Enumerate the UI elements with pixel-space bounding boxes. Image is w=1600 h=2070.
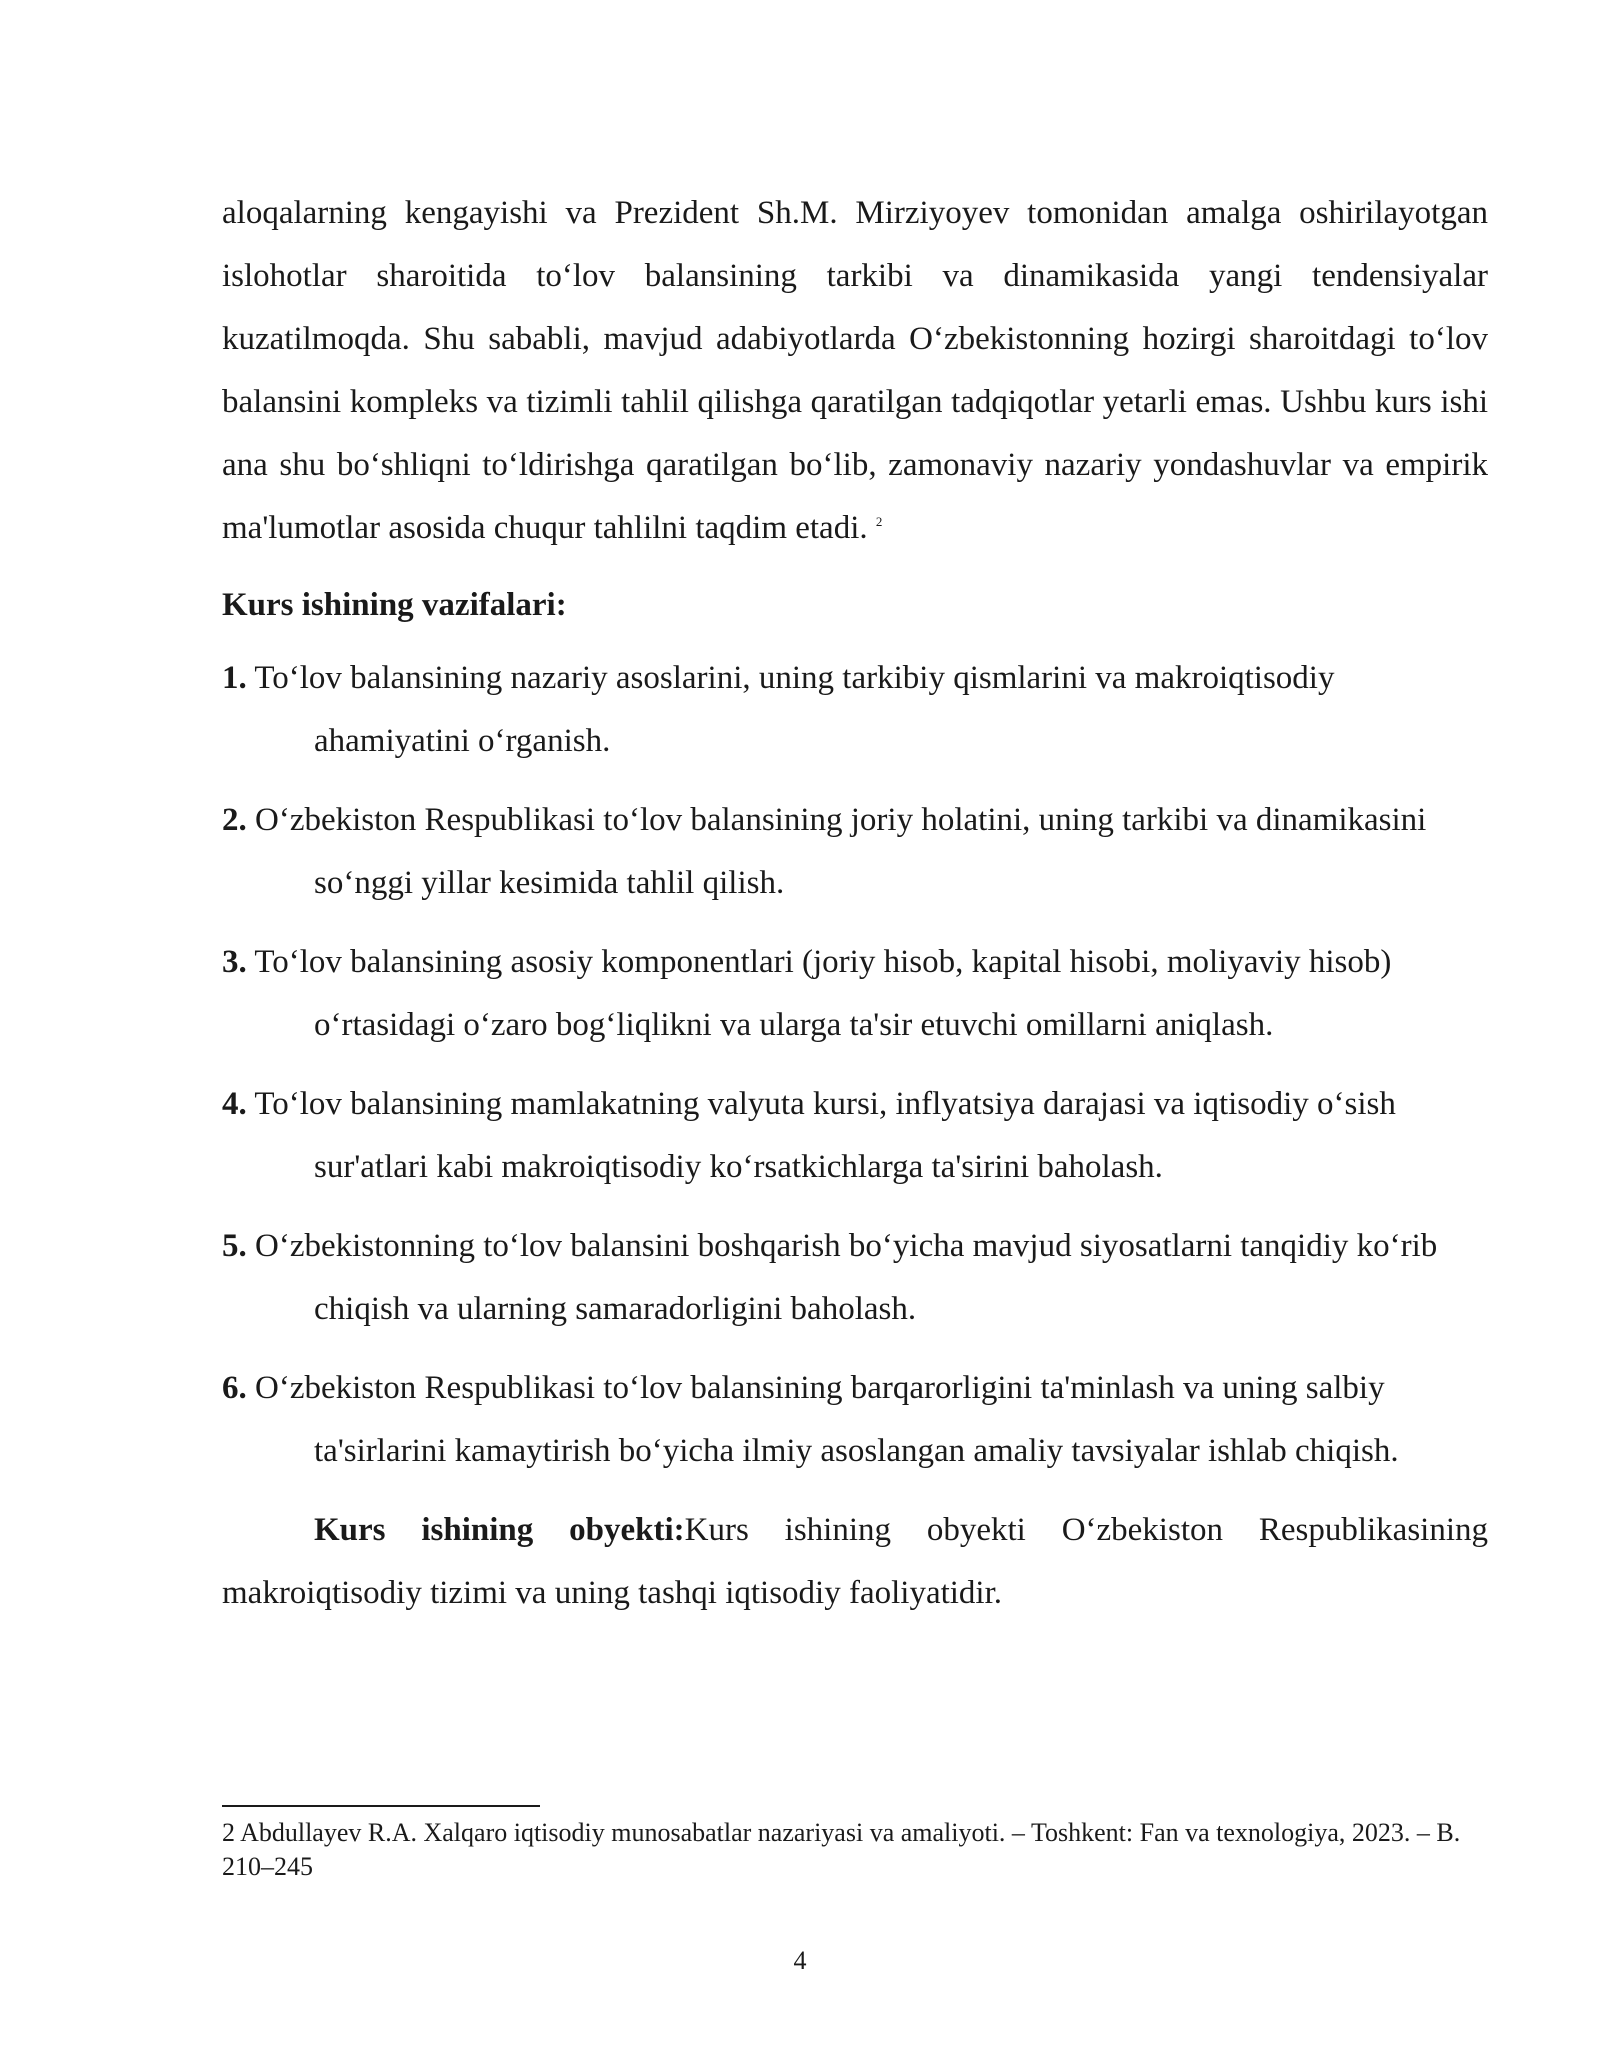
task-text: To‘lov balansining asosiy komponentlari (joriy hisob, kapital hisobi, moliyaviy hisob) o‘rtasidagi o‘zaro bog‘liqlikni va ularga ta'sir etuvchi omillarni aniqlash.: [254, 944, 1392, 1043]
tasks-list: [222, 647, 1488, 1483]
task-number: 6.: [222, 1370, 247, 1406]
footnote-separator: [222, 1805, 540, 1807]
task-item-4: [222, 1073, 1488, 1199]
task-item-3: [222, 931, 1488, 1057]
intro-text: aloqalarning kengayishi va Prezident Sh.M. Mirziyoyev tomonidan amalga oshirilayotgan islohotlar sharoitida to‘lov balansining tarkibi va dinamikasida yangi tendensiyalar kuzatilmoqda. Shu sababli, mavjud adabiyotlarda O‘zbekistonning hozirgi sharoitdagi to‘lov balansini kompleks va tizimli tahlil qilishga qaratilgan tadqiqotlar yetarli emas. Ushbu kurs ishi ana shu bo‘shliqni to‘ldirishga qaratilgan bo‘lib, zamonaviy nazariy yondashuvlar va empirik ma'lumotlar asosida chuqur tahlilni taqdim etadi.: [222, 195, 1488, 546]
object-text: Kurs ishining obyekti O‘zbekiston Respublikasining makroiqtisodiy tizimi va uning tashqi iqtisodiy faoliyatidir.: [222, 1512, 1489, 1611]
task-text: O‘zbekiston Respublikasi to‘lov balansining barqarorligini ta'minlash va uning salbiy ta'sirlarini kamaytirish bo‘yicha ilmiy asoslangan amaliy tavsiyalar ishlab chiqish.: [255, 1370, 1399, 1469]
task-number: 2.: [222, 802, 247, 838]
page-number: 4: [793, 1946, 807, 1975]
task-text: To‘lov balansining nazariy asoslarini, uning tarkibiy qismlarini va makroiqtisodiy ahamiyatini o‘rganish.: [254, 660, 1335, 759]
object-paragraph: [222, 1499, 1488, 1625]
footnote: 2 Abdullayev R.A. Xalqaro iqtisodiy munosabatlar nazariyasi va amaliyoti. – Toshkent: Fan va texnologiya, 2023. – B. 210–245: [222, 1818, 1461, 1881]
task-number: 5.: [222, 1228, 247, 1264]
task-item-6: [222, 1357, 1488, 1483]
intro-paragraph: [222, 182, 1488, 560]
object-label: Kurs ishining obyekti:: [314, 1512, 685, 1548]
task-text: O‘zbekistonning to‘lov balansini boshqarish bo‘yicha mavjud siyosatlarni tanqidiy ko‘rib chiqish va ularning samaradorligini baholash.: [255, 1228, 1438, 1327]
footnote-reference: 2: [875, 514, 883, 529]
task-item-2: [222, 789, 1488, 915]
task-text: To‘lov balansining mamlakatning valyuta kursi, inflyatsiya darajasi va iqtisodiy o‘sish sur'atlari kabi makroiqtisodiy ko‘rsatkichlarga ta'sirini baholash.: [254, 1086, 1396, 1185]
task-item-1: [222, 647, 1488, 773]
task-number: 3.: [222, 944, 247, 980]
task-text: O‘zbekiston Respublikasi to‘lov balansining joriy holatini, uning tarkibi va dinamikasini so‘nggi yillar kesimida tahlil qilish.: [255, 802, 1427, 901]
page-body: [222, 182, 1488, 1625]
task-item-5: [222, 1215, 1488, 1341]
tasks-heading: Kurs ishining vazifalari:: [222, 587, 567, 623]
task-number: 4.: [222, 1086, 247, 1122]
task-number: 1.: [222, 660, 247, 696]
